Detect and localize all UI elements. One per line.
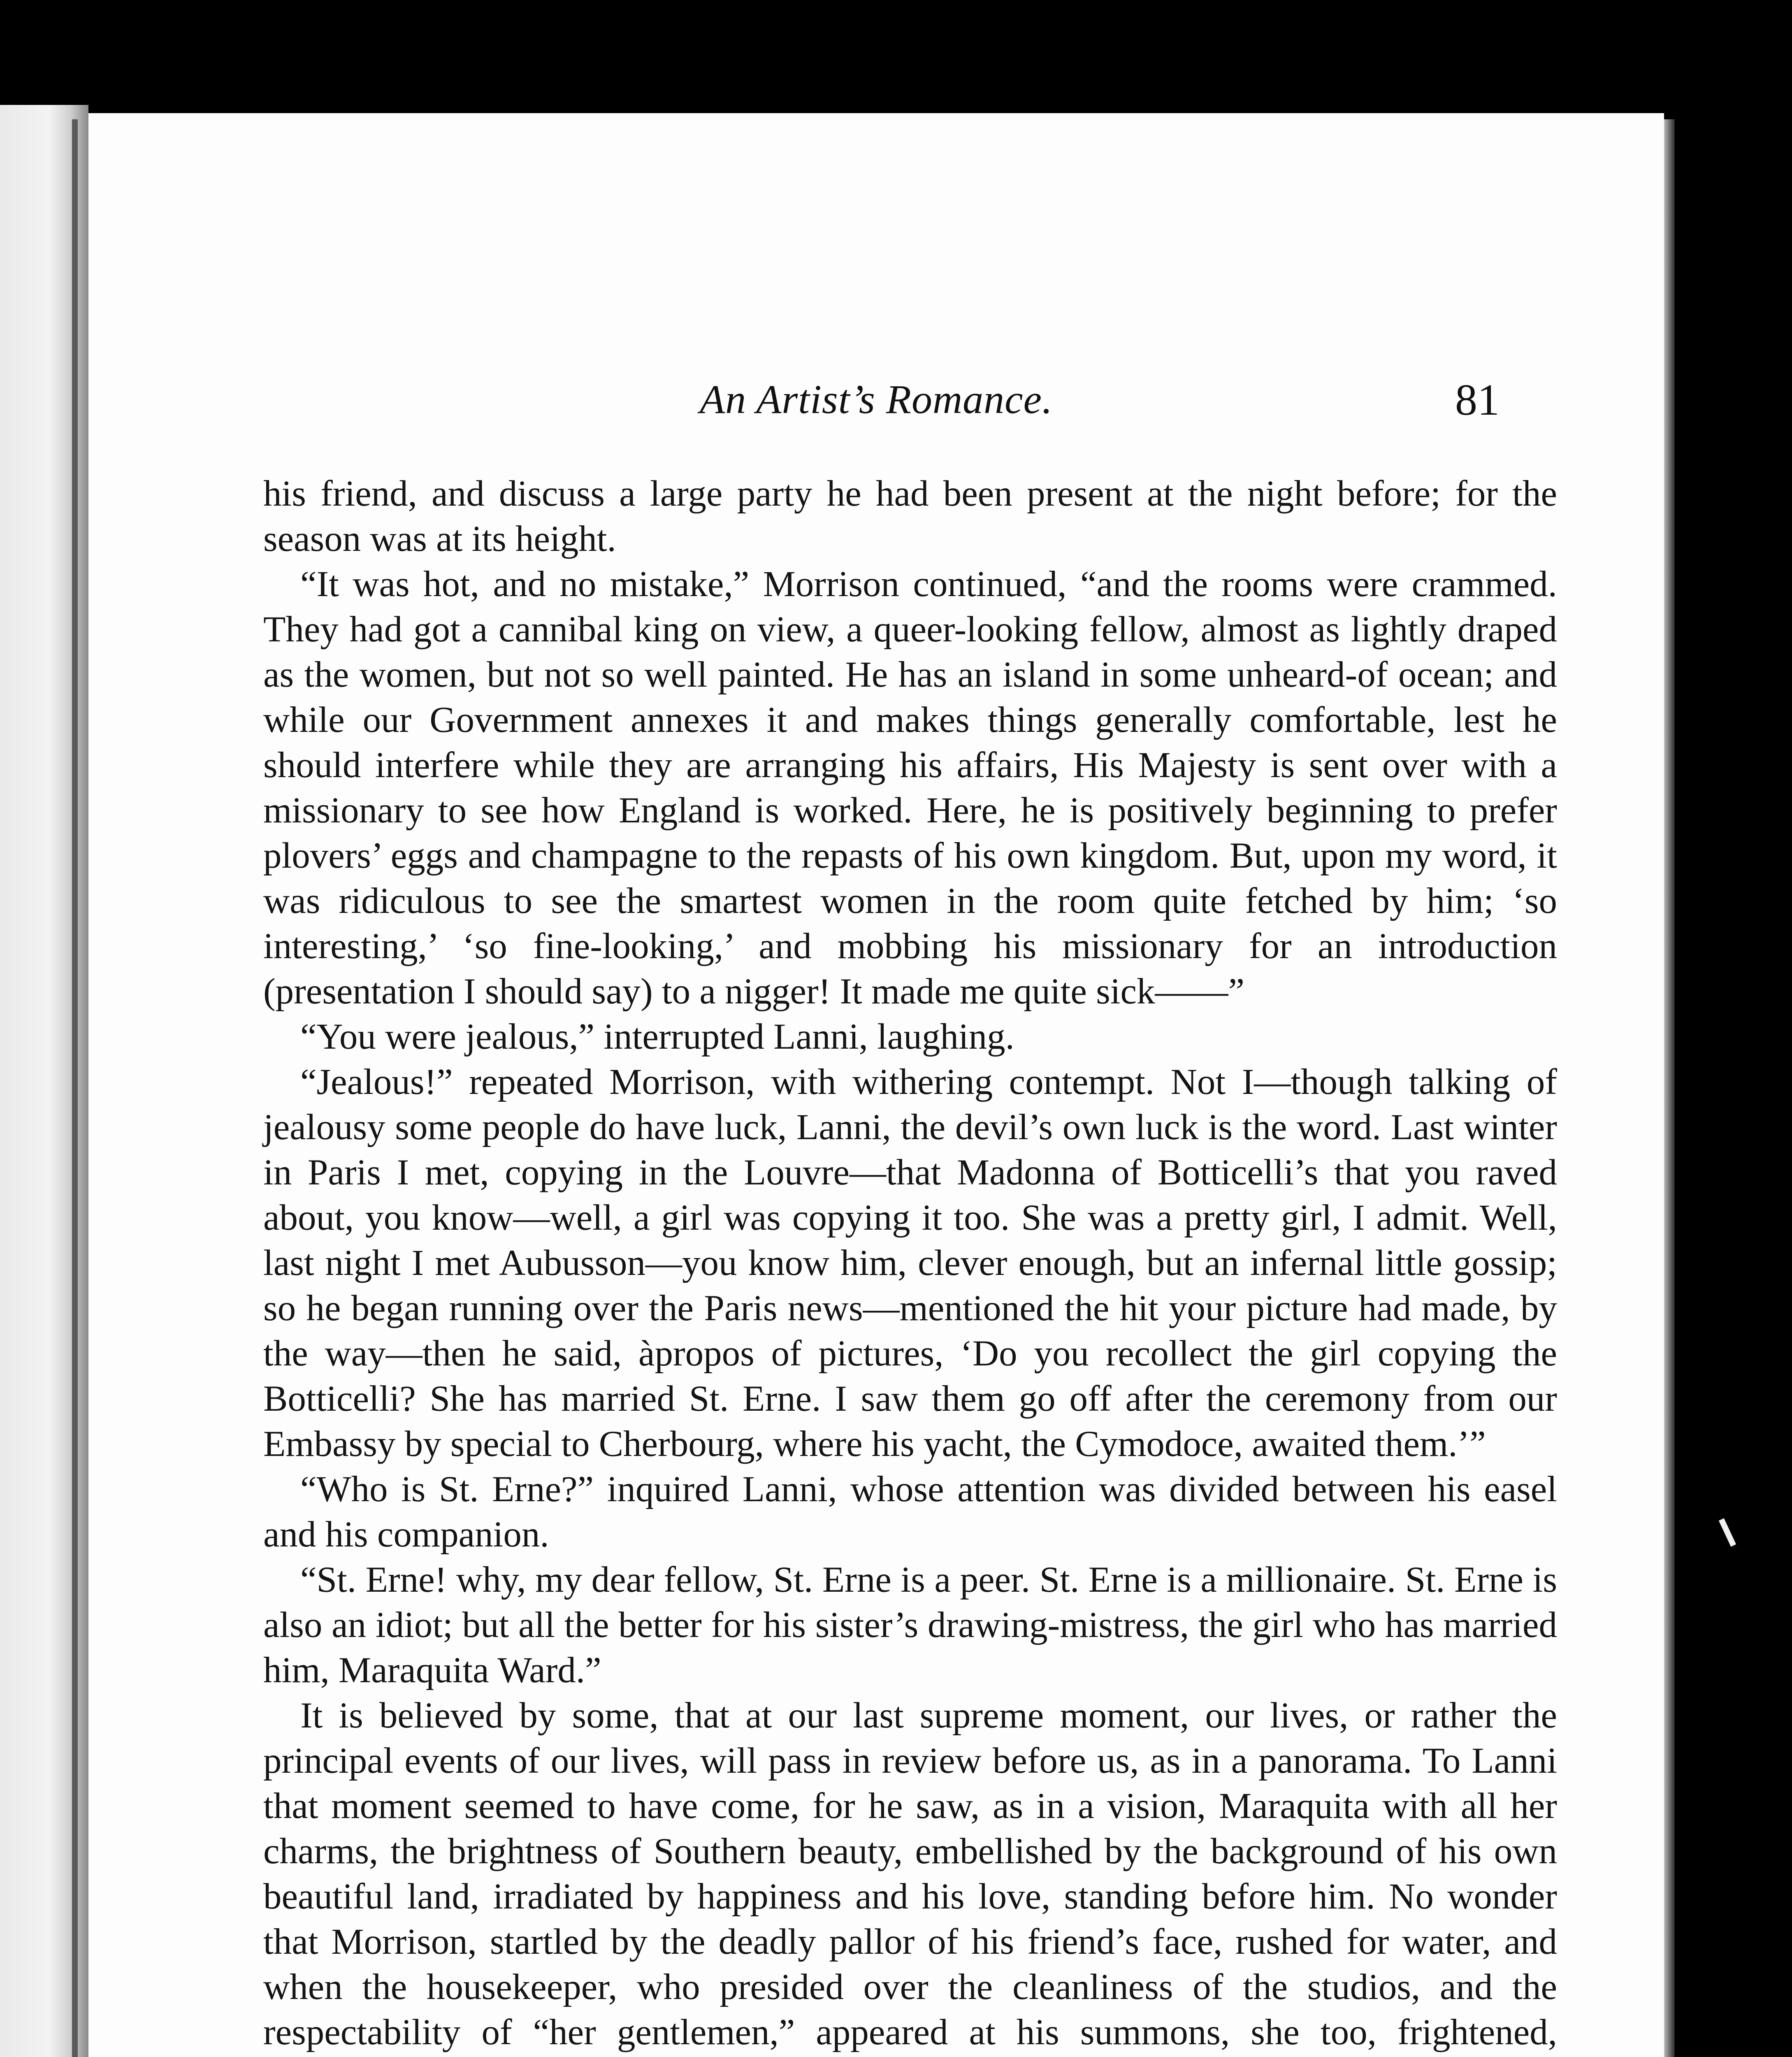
book-page — [88, 113, 1664, 2057]
paragraph: It is believed by some, that at our last supreme moment, our lives, or rather the principal events of our lives, will pass in review before us, as in a panorama. To Lanni that moment seemed to have come, for he saw, as in a vision, Maraquita with all her charms, the brightness of Southern beauty, embellished by the background of his own beautiful land, irradiated by happiness and his love, standing before him. No wonder that Morrison, startled by the deadly pallor of his friend’s face, rushed for water, and when the housekeeper, who presided over the cleanliness of the studios, and the respectability of “her gentlemen,” appeared at his summons, she too, frightened, — [263, 1695, 1557, 2052]
page-number: 81 — [1455, 376, 1500, 425]
paragraph: “St. Erne! why, my dear fellow, St. Erne is a peer. St. Erne is a millionaire. St. Erne is also an idiot; but all the better for his sister’s drawing-mistress, the girl who has married him, Maraquita Ward.” — [263, 1560, 1557, 1690]
running-title: An Artist’s Romance. — [700, 376, 1053, 422]
binding-gutter — [72, 119, 78, 2057]
page-right-edge — [1664, 119, 1675, 2057]
page-header — [88, 277, 1664, 425]
dust-speck — [1719, 1518, 1736, 1546]
paragraph: “Who is St. Erne?” inquired Lanni, whose attention was divided between his easel and his companion. — [263, 1469, 1557, 1555]
page-body — [263, 471, 1557, 2057]
paragraph: “It was hot, and no mistake,” Morrison continued, “and the rooms were crammed. They had got a cannibal king on view, a queer-looking fellow, almost as lightly draped as the women, but not so well painted. He has an island in some unheard-of ocean; and while our Government annexes it and makes things generally comfortable, lest he should interfere while they are arranging his affairs, His Majesty is sent over with a missionary to see how England is worked. Here, he is positively beginning to prefer plovers’ eggs and champagne to the repasts of his own kingdom. But, upon my word, it was ridiculous to see the smartest women in the room quite fetched by him; ‘so interesting,’ ‘so fine-looking,’ and mobbing his missionary for an introduction (presentation I should say) to a nigger! It made me quite sick——” — [263, 564, 1557, 1012]
paragraph: “Jealous!” repeated Morrison, with withering contempt. Not I—though talking of jealousy some people do have luck, Lanni, the devil’s own luck is the word. Last winter in Paris I met, copying in the Louvre—that Madonna of Botticelli’s that you raved about, you know—well, a girl was copying it too. She was a pretty girl, I admit. Well, last night I met Aubusson—you know him, clever enough, but an infernal little gossip; so he began running over the Paris news—mentioned the hit your picture had made, by the way—then he said, àpropos of pictures, ‘Do you recollect the girl copying the Botticelli? She has married St. Erne. I saw them go off after the ceremony from our Embassy by special to Cherbourg, where his yacht, the Cymodoce, awaited them.’” — [263, 1062, 1557, 1464]
paragraph: his friend, and discuss a large party he had been present at the night before; for the season was at its height. — [263, 474, 1557, 559]
paragraph: “You were jealous,” interrupted Lanni, laughing. — [300, 1017, 1014, 1057]
